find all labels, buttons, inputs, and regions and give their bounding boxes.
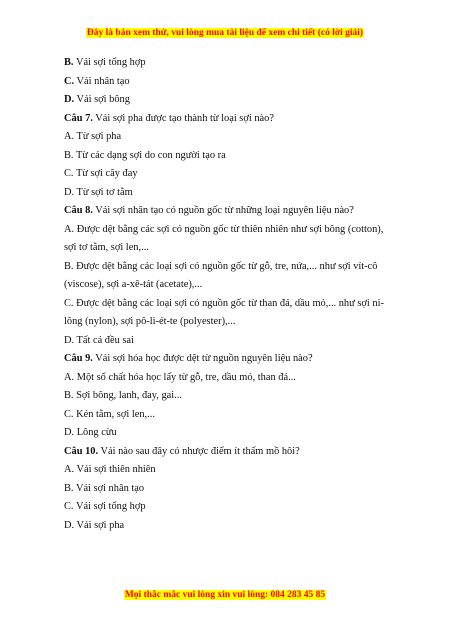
q6-option-c: C. Vải nhân tạo	[64, 75, 130, 87]
header-notice	[0, 27, 450, 39]
q8-option-b-line1: B. Được dệt bằng các loại sợi có nguồn gốc từ gỗ, tre, nứa,... như sợi vít-cô	[64, 260, 378, 272]
q10-question: Câu 10. Vải nào sau đây có nhược điểm ít thấm mồ hôi?	[64, 445, 300, 457]
q8-question: Câu 8. Vải sợi nhân tạo có nguồn gốc từ những loại nguyên liệu nào?	[64, 205, 354, 216]
q8-option-d: D. Tất cả đều sai	[64, 334, 134, 346]
q10-option-b: B. Vải sợi nhân tạo	[64, 482, 145, 494]
q9-question: Câu 9. Vải sợi hóa học được dệt từ nguồn nguyên liệu nào?	[64, 353, 313, 364]
q8-option-c-line1: C. Được dệt bằng các loại sợi có nguồn gốc từ than đá, dầu mỏ,... như sợi ni-	[64, 297, 384, 309]
q7-option-d: D. Từ sợi tơ tằm	[64, 186, 133, 198]
q7-option-a: A. Từ sợi pha	[64, 131, 122, 142]
q10-option-c: C. Vải sợi tổng hợp	[64, 501, 146, 512]
q9-option-a: A. Một số chất hóa học lấy từ gỗ, tre, dầu mỏ, than đá...	[64, 371, 296, 383]
q9-option-c: C. Kén tằm, sợi len,...	[64, 408, 155, 420]
q7-option-b: B. Từ các dạng sợi do con người tạo ra	[64, 149, 226, 161]
q9-option-b: B. Sợi bông, lanh, đay, gai...	[64, 390, 182, 401]
q10-option-d: D. Vải sợi pha	[64, 519, 125, 531]
q9-option-d: D. Lông cừu	[64, 427, 117, 438]
document-body	[64, 54, 394, 535]
q6-option-d: D. Vải sợi bông	[64, 94, 130, 105]
q8-option-a-line1: A. Được dệt bằng các sợi có nguồn gốc từ thiên nhiên như sợi bông (cotton),	[64, 223, 384, 235]
q8-option-b-line2: (viscose), sợi a-xê-tát (acetate),...	[64, 279, 203, 290]
q7-option-c: C. Từ sợi cây đay	[64, 168, 138, 179]
footer-notice	[0, 589, 450, 601]
q8-option-c-line2: lông (nylon), sợi pô-li-ét-te (polyester),...	[64, 316, 236, 327]
q6-option-b: B. Vải sợi tổng hợp	[64, 57, 146, 68]
footer-notice-text: Mọi thắc mắc vui lòng xin vui lòng: 084 283 45 85	[124, 590, 326, 600]
q8-option-a-line2: sợi tơ tằm, sợi len,...	[64, 242, 149, 253]
q7-question: Câu 7. Vải sợi pha được tạo thành từ loại sợi nào?	[64, 112, 274, 124]
header-notice-text: Đây là bản xem thử, vui lòng mua tài liệu để xem chi tiết (có lời giải)	[86, 28, 364, 38]
q10-option-a: A. Vải sợi thiên nhiên	[64, 464, 156, 475]
